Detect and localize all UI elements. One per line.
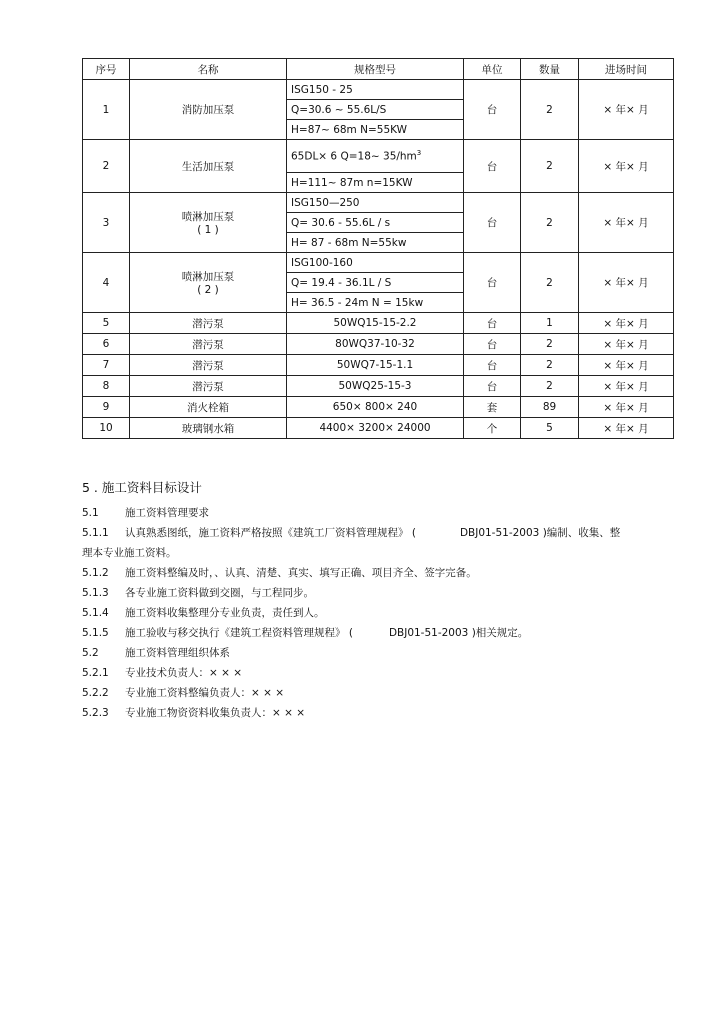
row-spec: 50WQ15-15-2.2 — [287, 313, 464, 334]
row-time: × 年× 月 — [579, 253, 674, 313]
clause-text: 专业施工物资资料收集负责人：× × × — [125, 707, 306, 719]
clause-text: 专业技术负责人：× × × — [125, 667, 243, 679]
doc-line — [82, 563, 682, 583]
row-name: 潜污泵 — [130, 313, 287, 334]
clause-number: 5.2 — [82, 647, 99, 659]
row-qty: 89 — [521, 397, 579, 418]
doc-line — [82, 663, 682, 683]
row-spec-line: Q= 30.6 - 55.6L / s — [287, 213, 464, 233]
row-spec: 50WQ25-15-3 — [287, 376, 464, 397]
row-qty: 1 — [521, 313, 579, 334]
row-unit: 台 — [464, 355, 521, 376]
clause-tail: )编制、收集、整 — [542, 527, 621, 539]
clause-text: 施工资料收集整理分专业负责，责任到人。 — [125, 607, 325, 619]
doc-line — [82, 703, 682, 723]
row-spec-line: H=111~ 87m n=15KW — [287, 173, 464, 193]
row-spec-line: ISG100-160 — [287, 253, 464, 273]
row-no: 8 — [83, 376, 130, 397]
row-no: 10 — [83, 418, 130, 439]
row-unit: 个 — [464, 418, 521, 439]
row-name-line: 喷淋加压泵 — [181, 211, 235, 223]
header-time: 进场时间 — [579, 59, 674, 80]
row-no: 2 — [83, 140, 130, 193]
doc-line — [82, 543, 682, 563]
row-spec-line: H= 36.5 - 24m N = 15kw — [287, 293, 464, 313]
row-qty: 2 — [521, 140, 579, 193]
clause-text: 理本专业施工资料。 — [82, 547, 177, 559]
row-no: 1 — [83, 80, 130, 140]
table-row — [83, 193, 674, 213]
table-row — [83, 355, 674, 376]
clause-number: 5.1.2 — [82, 567, 109, 579]
table-row — [83, 418, 674, 439]
header-name: 名称 — [130, 59, 287, 80]
table-row — [83, 397, 674, 418]
header-spec: 规格型号 — [287, 59, 464, 80]
row-time: × 年× 月 — [579, 418, 674, 439]
row-time: × 年× 月 — [579, 80, 674, 140]
row-name: 生活加压泵 — [130, 140, 287, 193]
row-unit: 台 — [464, 334, 521, 355]
row-qty: 5 — [521, 418, 579, 439]
row-time: × 年× 月 — [579, 355, 674, 376]
table-header-row — [83, 59, 674, 80]
row-no: 5 — [83, 313, 130, 334]
clause-text: 施工资料整编及时，、认真、清楚、真实、填写正确、项目齐全、签字完备。 — [125, 567, 477, 579]
row-spec-line: Q= 19.4 - 36.1L / S — [287, 273, 464, 293]
row-qty: 2 — [521, 355, 579, 376]
row-spec-line: H= 87 - 68m N=55kw — [287, 233, 464, 253]
row-unit: 台 — [464, 80, 521, 140]
clause-text: 施工资料管理组织体系 — [125, 647, 230, 659]
doc-items — [82, 503, 682, 723]
row-spec: 4400× 3200× 24000 — [287, 418, 464, 439]
row-spec-text: 65DL× 6 Q=18~ 35/hm — [291, 150, 417, 163]
header-no: 序号 — [83, 59, 130, 80]
table-row — [83, 376, 674, 397]
row-unit: 台 — [464, 376, 521, 397]
row-name: 潜污泵 — [130, 334, 287, 355]
row-spec: 80WQ37-10-32 — [287, 334, 464, 355]
row-name-sub: ( 2 ) — [197, 284, 219, 296]
row-name-line: 喷淋加压泵 — [181, 271, 235, 283]
clause-text: 认真熟悉图纸，施工资料严格按照《建筑工厂资料管理规程》 ( — [125, 527, 416, 539]
row-name — [130, 253, 287, 313]
simple-rows — [83, 313, 674, 439]
row-no: 9 — [83, 397, 130, 418]
section-title: 5 . 施工资料目标设计 — [82, 480, 202, 495]
clause-number: 5.1 — [82, 507, 99, 519]
row-name: 消防加压泵 — [130, 80, 287, 140]
row-time: × 年× 月 — [579, 376, 674, 397]
row-time: × 年× 月 — [579, 140, 674, 193]
row-spec-line: Q=30.6 ~ 55.6L/S — [287, 100, 464, 120]
row-time: × 年× 月 — [579, 397, 674, 418]
table-row — [83, 80, 674, 100]
clause-number: 5.1.3 — [82, 587, 109, 599]
row-unit: 台 — [464, 193, 521, 253]
table-row — [83, 313, 674, 334]
doc-line — [82, 603, 682, 623]
row-no: 3 — [83, 193, 130, 253]
document-body — [82, 478, 682, 723]
clause-text: 专业施工资料整编负责人：× × × — [125, 687, 285, 699]
row-time: × 年× 月 — [579, 313, 674, 334]
doc-line — [82, 583, 682, 603]
standard-reference: DBJ01-51-2003 — [388, 627, 469, 639]
row-spec-line: H=87~ 68m N=55KW — [287, 120, 464, 140]
clause-number: 5.2.1 — [82, 667, 109, 679]
row-spec: 650× 800× 240 — [287, 397, 464, 418]
row-name: 玻璃钢水箱 — [130, 418, 287, 439]
clause-number: 5.1.4 — [82, 607, 109, 619]
row-name: 消火栓箱 — [130, 397, 287, 418]
row-spec: 50WQ7-15-1.1 — [287, 355, 464, 376]
row-time: × 年× 月 — [579, 334, 674, 355]
row-qty: 2 — [521, 376, 579, 397]
row-qty: 2 — [521, 334, 579, 355]
table-row — [83, 140, 674, 173]
row-no: 7 — [83, 355, 130, 376]
row-spec-line: ISG150—250 — [287, 193, 464, 213]
equipment-table — [82, 58, 674, 439]
standard-reference: DBJ01-51-2003 — [459, 527, 540, 539]
clause-number: 5.1.1 — [82, 527, 109, 539]
clause-number: 5.2.2 — [82, 687, 109, 699]
doc-line — [82, 623, 682, 643]
row-spec-line — [287, 140, 464, 173]
clause-number: 5.1.5 — [82, 627, 109, 639]
row-spec-line: ISG150 - 25 — [287, 80, 464, 100]
doc-line — [82, 503, 682, 523]
row-name — [130, 193, 287, 253]
clause-number: 5.2.3 — [82, 707, 109, 719]
clause-tail: )相关规定。 — [471, 627, 529, 639]
doc-line — [82, 523, 682, 543]
doc-line — [82, 643, 682, 663]
row-unit: 台 — [464, 253, 521, 313]
row-name: 潜污泵 — [130, 355, 287, 376]
row-unit: 台 — [464, 313, 521, 334]
clause-text: 施工验收与移交执行《建筑工程资料管理规程》 ( — [125, 627, 353, 639]
row-time: × 年× 月 — [579, 193, 674, 253]
table-row — [83, 334, 674, 355]
row-name-sub: ( 1 ) — [197, 224, 219, 236]
header-unit: 单位 — [464, 59, 521, 80]
table-row — [83, 253, 674, 273]
row-name: 潜污泵 — [130, 376, 287, 397]
doc-line — [82, 683, 682, 703]
clause-text: 施工资料管理要求 — [125, 507, 209, 519]
superscript: 3 — [416, 149, 422, 158]
row-unit: 台 — [464, 140, 521, 193]
row-unit: 套 — [464, 397, 521, 418]
row-qty: 2 — [521, 253, 579, 313]
row-no: 4 — [83, 253, 130, 313]
clause-text: 各专业施工资料做到交圈，与工程同步。 — [125, 587, 314, 599]
row-qty: 2 — [521, 80, 579, 140]
header-qty: 数量 — [521, 59, 579, 80]
row-qty: 2 — [521, 193, 579, 253]
row-no: 6 — [83, 334, 130, 355]
